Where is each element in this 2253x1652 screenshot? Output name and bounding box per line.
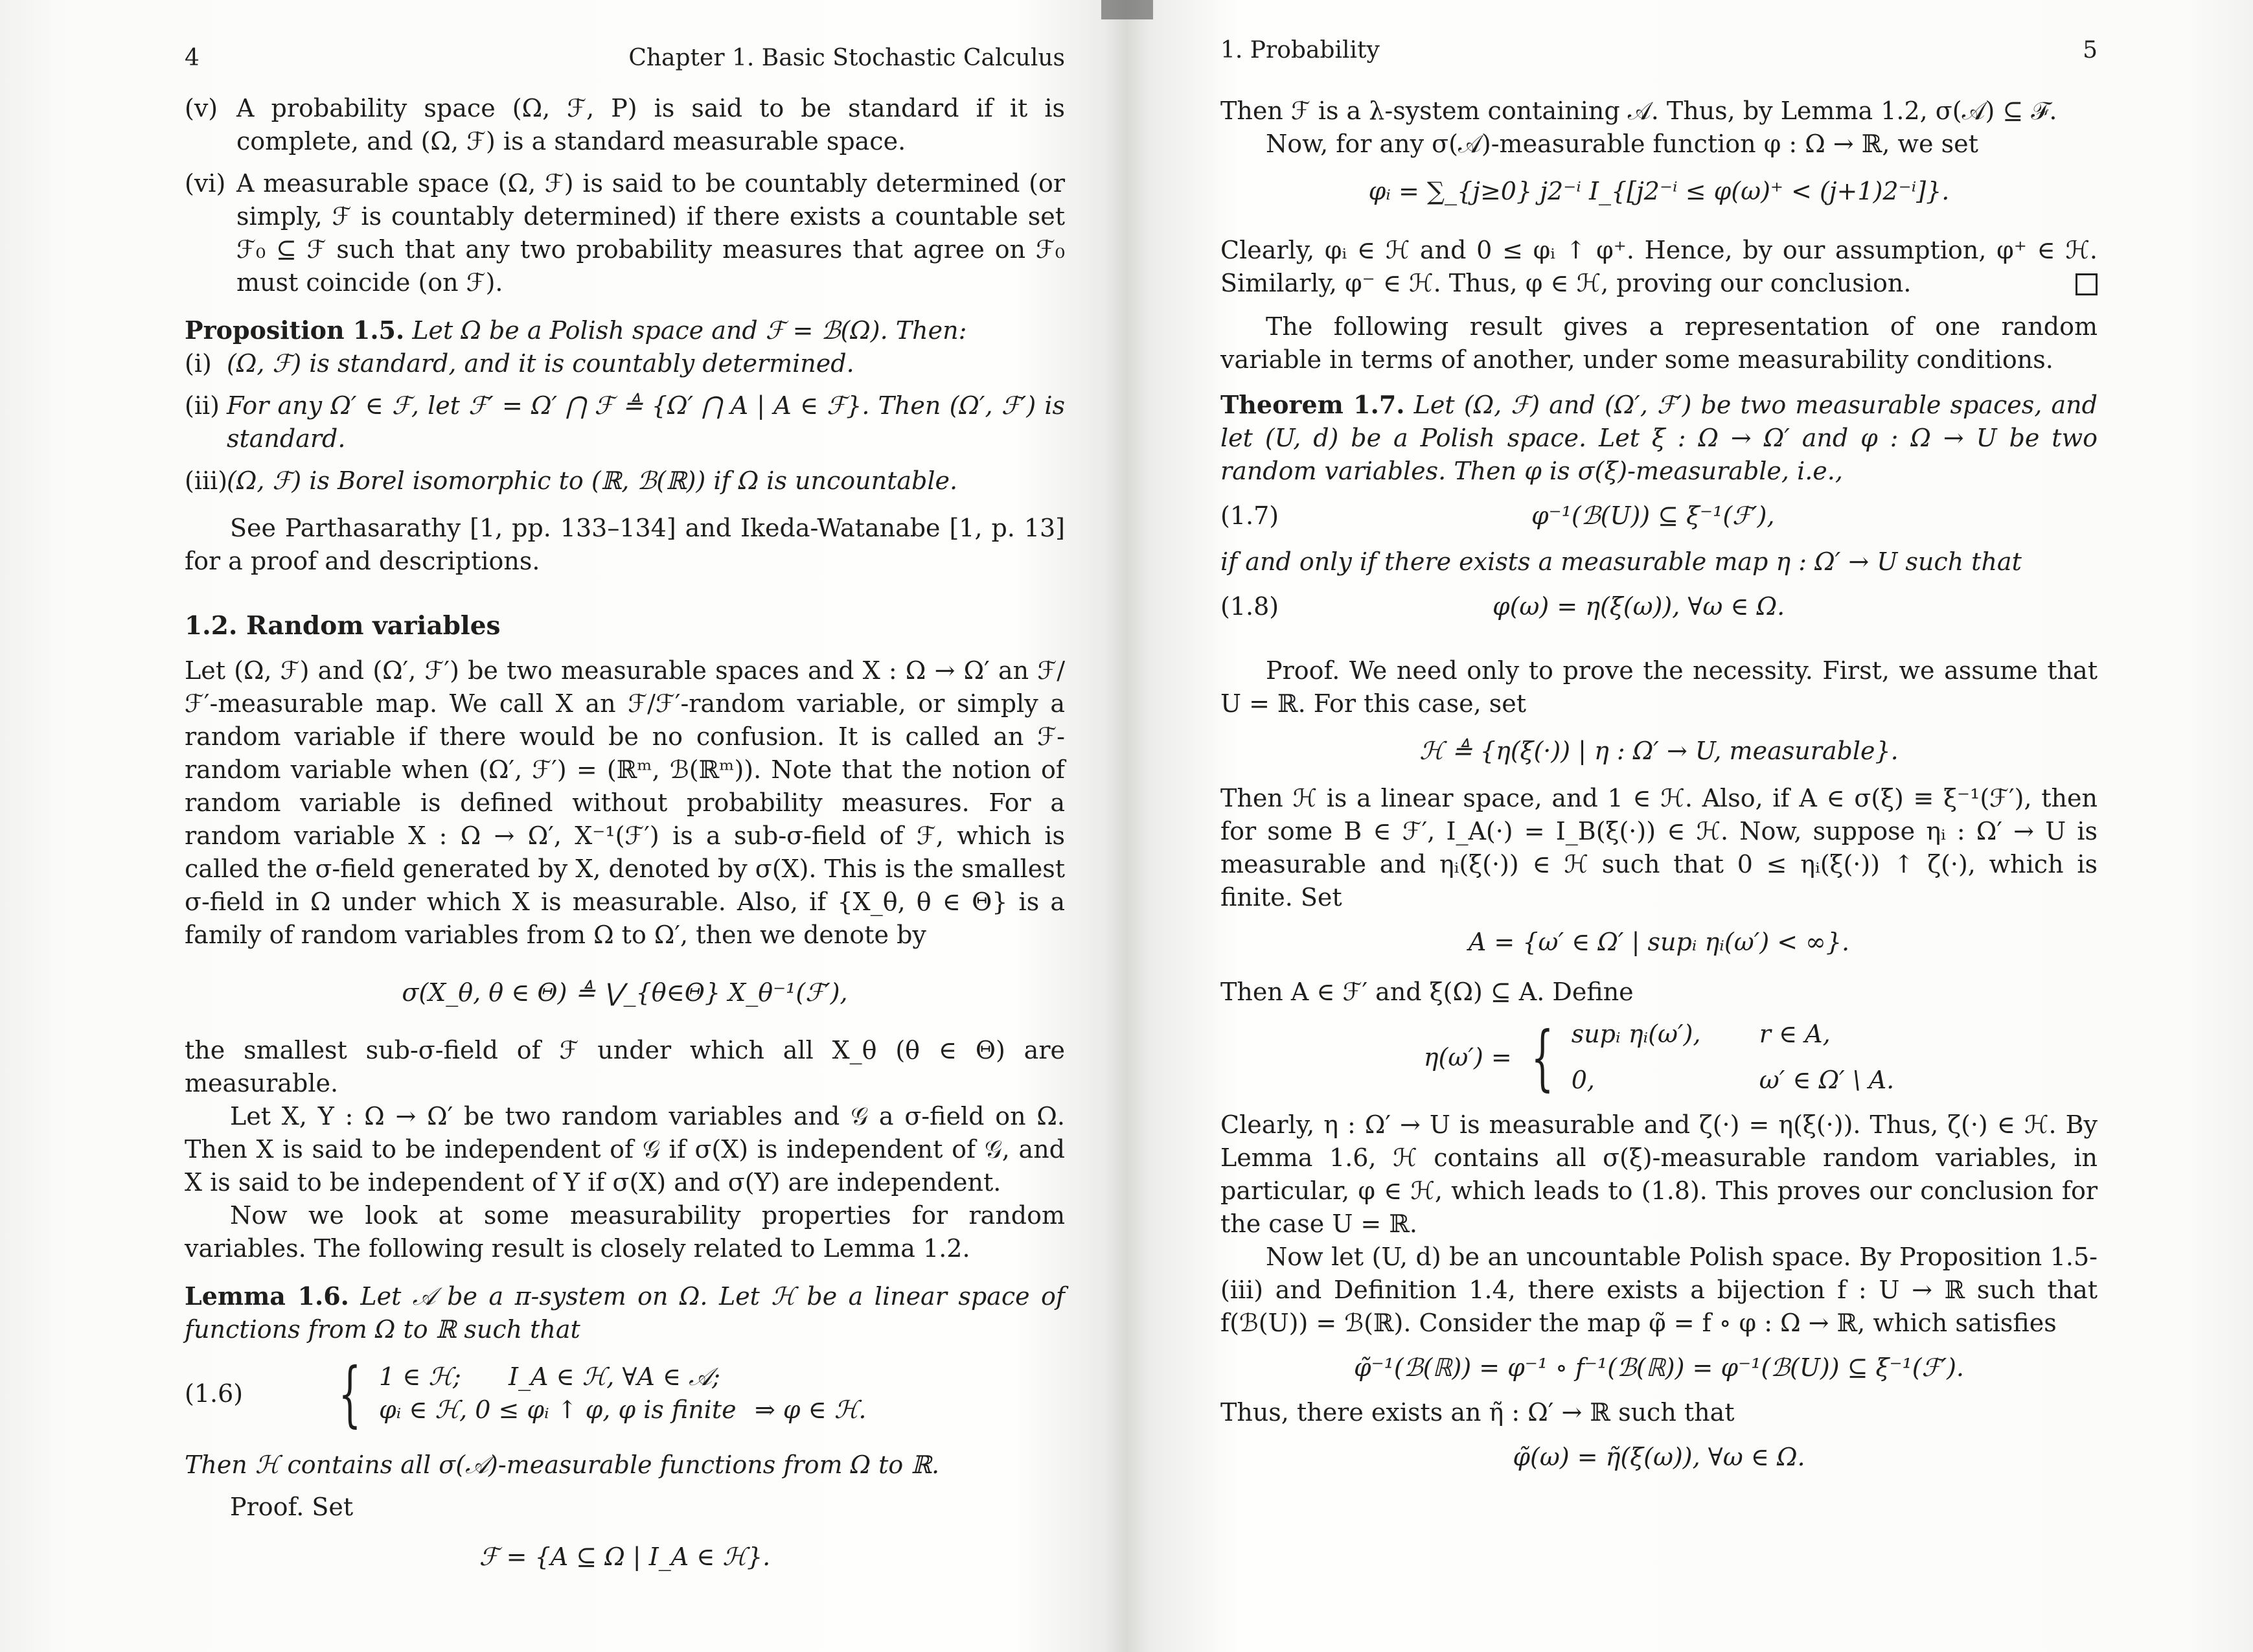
- eq16-number: (1.6): [185, 1379, 244, 1408]
- lambda-system-text: Then ℱ is a λ-system containing 𝒜. Thus, by Lemma 1.2, σ(𝒜) ⊆ ℱ.: [1220, 97, 2057, 125]
- left-header: [185, 45, 1065, 71]
- eta-r1c2: r ∈ A,: [1759, 1020, 1831, 1048]
- eq17-number: (1.7): [1220, 501, 1279, 530]
- eq16-r1c1: 1 ∈ ℋ;: [379, 1362, 461, 1391]
- equation-1-8: [1220, 590, 2098, 623]
- eta-r1c1: supᵢ ηᵢ(ω′),: [1571, 1020, 1701, 1048]
- item-vi-text: A measurable space (Ω, ℱ) is said to be countably determined (or simply, ℱ is countably determined) if there exists a countable set ℱ₀ ⊆ ℱ such that any two probability measures that agree on ℱ₀ must coincide (on ℱ).: [236, 169, 1065, 297]
- right-page: [1126, 0, 2253, 1652]
- right-header: [1220, 38, 2098, 63]
- lemma-title: Lemma 1.6.: [185, 1281, 349, 1311]
- right-page-number: 5: [2083, 37, 2098, 63]
- phi-tilde-equation: φ̃⁻¹(ℬ(ℝ)) = φ⁻¹ ∘ f⁻¹(ℬ(ℝ)) = φ⁻¹(ℬ(U)) ⊆ ξ⁻¹(ℱ′).: [1353, 1353, 1965, 1382]
- item-v-label: (v): [185, 94, 218, 122]
- prop-iii-text: (Ω, ℱ) is Borel isomorphic to (ℝ, ℬ(ℝ)) if Ω is uncountable.: [227, 466, 958, 495]
- eta-definition: [1220, 1018, 2098, 1097]
- qed-box-icon: [2076, 273, 2098, 295]
- equation-1-6: [185, 1352, 1065, 1435]
- eq16-cases: [327, 1352, 867, 1435]
- eq18-number: (1.8): [1220, 592, 1279, 621]
- representation-paragraph: The following result gives a representation of one random variable in terms of another, under some measurability conditions.: [1220, 312, 2098, 374]
- prop-intro: Let Ω be a Polish space and ℱ = ℬ(Ω). Then:: [412, 316, 967, 345]
- equation-1-7: [1220, 499, 2098, 533]
- see-text: See Parthasarathy [1, pp. 133–134] and Ikeda-Watanabe [1, p. 13] for a proof and descriptions.: [185, 514, 1065, 575]
- random-variables-paragraph: Let (Ω, ℱ) and (Ω′, ℱ′) be two measurable spaces and X : Ω → Ω′ an ℱ/ℱ′-measurable map. We call X an ℱ/ℱ′-random variable, or simply a random variable if there would be no confusion. It is called an ℱ-random variable when (Ω′, ℱ′) = (ℝᵐ, ℬ(ℝᵐ)). Note that the notion of random variable is defined without probability measures. For a random variable X : Ω → Ω′, X⁻¹(ℱ′) is a sub-σ-field of ℱ, which is called the σ-field generated by X, denoted by σ(X). This is the smallest σ-field in Ω under which X is measurable. Also, if {X_θ, θ ∈ Θ} is a family of random variables from Ω to Ω′, then we denote by: [185, 656, 1065, 949]
- item-vi: [185, 167, 1065, 299]
- item-v: [185, 92, 1065, 158]
- proof-paragraph: Proof. We need only to prove the necessity. First, we assume that U = ℝ. For this case, set: [1220, 656, 2098, 718]
- eq16-r2c1: φᵢ ∈ ℋ, 0 ≤ φᵢ ↑ φ, φ is finite: [379, 1395, 737, 1424]
- eq16-brace: {: [338, 1352, 361, 1435]
- eq16-r2c2: ⇒ φ ∈ ℋ.: [755, 1395, 867, 1424]
- prop-item-i: [185, 347, 1065, 380]
- lemma-conclusion: Then ℋ contains all σ(𝒜)-measurable functions from Ω to ℝ.: [185, 1451, 940, 1479]
- set-F-equation: ℱ = {A ⊆ Ω | I_A ∈ ℋ}.: [479, 1543, 771, 1571]
- prop-item-ii: [185, 389, 1065, 455]
- item-vi-label: (vi): [185, 169, 226, 198]
- right-running-head: 1. Probability: [1220, 37, 1380, 63]
- eta-lhs: η(ω′) =: [1423, 1042, 1512, 1072]
- eta-r2c1: 0,: [1571, 1066, 1595, 1094]
- eq18-body: φ(ω) = η(ξ(ω)), ∀ω ∈ Ω.: [1492, 592, 1785, 621]
- item-v-text: A probability space (Ω, ℱ, P) is said to be standard if it is complete, and (Ω, ℱ) is a standard measurable space.: [236, 94, 1065, 155]
- phi-i-equation: φᵢ = ∑_{j≥0} j2⁻ⁱ I_{[j2⁻ⁱ ≤ φ(ω)⁺ < (j+1)2⁻ⁱ]}.: [1368, 177, 1950, 205]
- lemma-1-6: [185, 1279, 1065, 1346]
- eta-measurable-paragraph: Clearly, η : Ω′ → U is measurable and ζ(·) = η(ξ(·)). Thus, ζ(·) ∈ ℋ. By Lemma 1.6, ℋ contains all σ(ξ)-measurable random variables, in particular, φ ∈ ℋ, which leads to (1.8). This proves our conclusion for the case U = ℝ.: [1220, 1110, 2098, 1238]
- left-page: [0, 0, 1126, 1652]
- uncountable-paragraph: Now let (U, d) be an uncountable Polish space. By Proposition 1.5-(iii) and Definition 1.4, there exists a bijection f : U → ℝ such that f(ℬ(U)) = ℬ(ℝ). Consider the map φ̃ = f ∘ φ : Ω → ℝ, which satisfies: [1220, 1243, 2098, 1337]
- eq16-r1c2: I_A ∈ ℋ, ∀A ∈ 𝒜;: [509, 1362, 720, 1391]
- measurability-paragraph: Now we look at some measurability properties for random variables. The following result is closely related to Lemma 1.2.: [185, 1201, 1065, 1263]
- H-definition: ℋ ≜ {η(ξ(·)) | η : Ω′ → U, measurable}.: [1419, 737, 1899, 765]
- clearly-text: Clearly, φᵢ ∈ ℋ and 0 ≤ φᵢ ↑ φ⁺. Hence, by our assumption, φ⁺ ∈ ℋ. Similarly, φ⁻ ∈ ℋ. Thus, φ ∈ ℋ, proving our conclusion.: [1220, 236, 2098, 297]
- sigma-field-equation: σ(X_θ, θ ∈ Θ) ≜ ⋁_{θ∈Θ} X_θ⁻¹(ℱ′),: [402, 978, 848, 1007]
- define-text: Then A ∈ ℱ′ and ξ(Ω) ⊆ A. Define: [1220, 978, 1634, 1006]
- prop-iii-label: (iii): [185, 466, 228, 495]
- eq17-body: φ⁻¹(ℬ(U)) ⊆ ξ⁻¹(ℱ′),: [1531, 501, 1775, 530]
- measurable-function-text: Now, for any σ(𝒜)-measurable function φ : Ω → ℝ, we set: [1266, 130, 1978, 158]
- linear-space-paragraph: Then ℋ is a linear space, and 1 ∈ ℋ. Also, if A ∈ σ(ξ) ≡ ξ⁻¹(ℱ′), then for some B ∈ ℱ′, I_A(·) = I_B(ξ(·)) ∈ ℋ. Now, suppose ηᵢ : Ω′ → U is measurable and ηᵢ(ξ(·)) ∈ ℋ such that 0 ≤ ηᵢ(ξ(·)) ↑ ζ(·), which is finite. Set: [1220, 784, 2098, 912]
- iff-text: if and only if there exists a measurable map η : Ω′ → U such that: [1220, 547, 2022, 576]
- prop-title: Proposition 1.5.: [185, 315, 405, 345]
- final-equation: φ̃(ω) = η̃(ξ(ω)), ∀ω ∈ Ω.: [1513, 1443, 1805, 1471]
- prop-i-text: (Ω, ℱ) is standard, and it is countably determined.: [227, 349, 854, 378]
- prop-ii-text: For any Ω′ ∈ ℱ, let ℱ′ = Ω′ ⋂ ℱ ≜ {Ω′ ⋂ A | A ∈ ℱ}. Then (Ω′, ℱ′) is standard.: [227, 391, 1065, 453]
- theorem-title: Theorem 1.7.: [1220, 390, 1405, 419]
- A-definition: A = {ω′ ∈ Ω′ | supᵢ ηᵢ(ω′) < ∞}.: [1468, 928, 1850, 956]
- left-page-number: 4: [185, 45, 200, 71]
- theorem-1-7: [1220, 388, 2098, 488]
- prop-item-iii: [185, 465, 1065, 498]
- thus-exists-text: Thus, there exists an η̃ : Ω′ → ℝ such that: [1220, 1398, 1735, 1427]
- proof-start: Proof. Set: [230, 1493, 354, 1521]
- theorem-text: Let (Ω, ℱ) and (Ω′, ℱ′) be two measurable spaces, and let (U, d) be a Polish space. Let ξ : Ω → Ω′ and φ : Ω → U be two random variables. Then φ is σ(ξ)-measurable, i.e.,: [1220, 391, 2098, 485]
- left-running-head: Chapter 1. Basic Stochastic Calculus: [628, 45, 1065, 71]
- after-sigma-text: the smallest sub-σ-field of ℱ under which all X_θ (θ ∈ Θ) are measurable.: [185, 1036, 1065, 1097]
- section-title: 1.2. Random variables: [185, 611, 501, 641]
- eta-r2c2: ω′ ∈ Ω′ \ A.: [1759, 1066, 1895, 1094]
- prop-ii-label: (ii): [185, 391, 220, 420]
- clearly-paragraph: [1220, 234, 2098, 300]
- eta-brace: {: [1531, 1016, 1554, 1099]
- prop-i-label: (i): [185, 349, 212, 378]
- independence-paragraph: Let X, Y : Ω → Ω′ be two random variables and 𝒢 a σ-field on Ω. Then X is said to be independent of 𝒢 if σ(X) is independent of 𝒢, and X is said to be independent of Y if σ(X) and σ(Y) are independent.: [185, 1102, 1065, 1197]
- proposition-1-5: [185, 314, 1065, 347]
- lemma-text: Let 𝒜 be a π-system on Ω. Let ℋ be a linear space of functions from Ω to ℝ such that: [185, 1282, 1065, 1344]
